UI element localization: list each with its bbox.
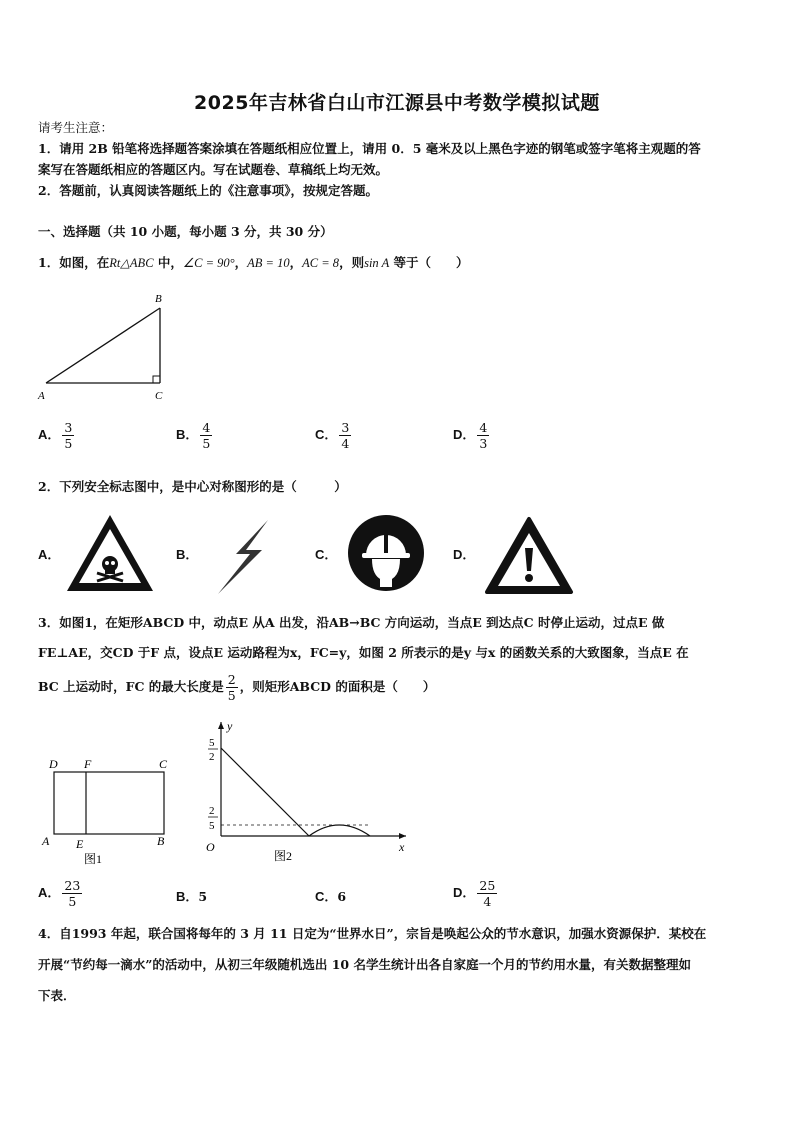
fraction-numerator: 3: [64, 420, 73, 435]
fraction-denominator: 5: [227, 688, 236, 703]
option-value: 6: [337, 889, 347, 904]
notice-heading: 请考生注意：: [38, 120, 114, 135]
y-axis-label: y: [227, 719, 233, 733]
q1-comma1: ，: [234, 255, 248, 270]
rectangle-figure: [38, 752, 178, 868]
q1-mid1: 中，: [153, 255, 183, 270]
question-1-stem: [38, 253, 469, 273]
point-b-label: B: [157, 834, 165, 848]
q1-suffix: 等于（ ）: [389, 255, 469, 270]
fraction-denominator: 5: [64, 436, 73, 451]
question-4-line-2: 开展“节约每一滴水”的活动中，从初三年级随机选出 10 名学生统计出各自家庭一个月的节约用水量，有关数据整理如: [38, 957, 691, 972]
q1-ac: AC = 8: [302, 256, 340, 270]
function-graph-figure: [200, 718, 414, 868]
fraction-numerator: 4: [479, 420, 488, 435]
fraction-denominator: 5: [202, 436, 211, 451]
fraction-denominator: 5: [68, 894, 77, 909]
q3-option-c[interactable]: [315, 887, 346, 907]
q1-angle: ∠C = 90°: [182, 256, 235, 270]
top-tick-denominator: 2: [209, 751, 215, 763]
fraction-numerator: 25: [479, 878, 496, 893]
q1-sin: sin A: [364, 256, 390, 270]
fraction-numerator: 23: [64, 878, 81, 893]
origin-label: O: [206, 840, 215, 854]
vertex-a-label: A: [38, 390, 45, 402]
point-e-label: E: [76, 837, 84, 851]
point-c-label: C: [159, 757, 168, 771]
question-4-line-1: 4．自1993 年起，联合国将每年的 3 月 11 日定为“世界水日”，宗旨是唤起公众的节水意识，加强水资源保护．某校在: [38, 926, 707, 941]
notice-item-1-line-2: 案写在答题纸相应的答题区内。写在试题卷、草稿纸上均无效。: [38, 162, 389, 177]
q3-line3-pre: BC 上运动时，FC 的最大长度是: [38, 679, 224, 694]
q2-option-c-letter[interactable]: C．: [315, 547, 338, 562]
low-tick-denominator: 5: [209, 820, 215, 832]
fraction-numerator: 2: [227, 672, 236, 687]
q2-option-a-letter[interactable]: A．: [38, 547, 61, 562]
notice-item-2: 2．答题前，认真阅读答题纸上的《注意事项》，按规定答题。: [38, 183, 378, 198]
option-letter: B．: [176, 427, 199, 442]
q1-comma2: ，: [289, 255, 303, 270]
option-letter: D．: [453, 427, 476, 442]
x-axis-label: x: [399, 840, 405, 854]
q1-option-b[interactable]: [176, 420, 214, 451]
exclamation-warning-icon: [484, 516, 574, 596]
option-letter: A．: [38, 427, 61, 442]
fraction-denominator: 4: [341, 436, 350, 451]
option-letter: C．: [315, 427, 338, 442]
lightning-bolt-icon: [214, 518, 272, 596]
question-4-line-3: 下表．: [38, 988, 76, 1003]
q1-option-a[interactable]: [38, 420, 76, 460]
option-letter: B．: [176, 889, 199, 904]
q1-prefix: 1．如图，在: [38, 255, 110, 270]
q1-ab: AB = 10: [247, 256, 290, 270]
fraction-denominator: 4: [483, 894, 492, 909]
question-3-line-1: 3．如图1，在矩形ABCD 中，动点E 从A 出发，沿AB→BC 方向运动，当点E 到达点C 时停止运动，过点E 做: [38, 615, 665, 630]
section-heading: 一、选择题（共 10 小题，每小题 3 分，共 30 分）: [38, 224, 333, 239]
fraction-numerator: 4: [202, 420, 211, 435]
point-f-label: F: [84, 757, 92, 771]
hard-hat-sign-icon: [346, 513, 426, 593]
option-letter: A．: [38, 885, 61, 900]
q1-mid2: ，则: [339, 255, 365, 270]
vertex-b-label: B: [155, 293, 162, 305]
q3-option-d[interactable]: [453, 878, 499, 909]
toxic-warning-icon: [64, 512, 156, 594]
option-letter: D．: [453, 885, 476, 900]
q3-option-b[interactable]: [176, 887, 207, 907]
option-letter: C．: [315, 889, 338, 904]
fraction-numerator: 3: [341, 420, 350, 435]
point-d-label: D: [49, 757, 58, 771]
point-a-label: A: [42, 834, 50, 848]
page-title: 2025年吉林省白山市江源县中考数学模拟试题: [194, 92, 600, 114]
option-value: 5: [198, 889, 208, 904]
fraction-denominator: 3: [479, 436, 488, 451]
q2-option-d-letter[interactable]: D．: [453, 547, 476, 562]
low-tick-numerator: 2: [209, 805, 215, 817]
q1-option-d[interactable]: [453, 420, 491, 451]
question-3-line-3: [38, 670, 435, 704]
top-tick-numerator: 5: [209, 737, 215, 749]
question-2-stem: 2．下列安全标志图中，是中心对称图形的是（ ）: [38, 479, 347, 494]
figure-2-caption: 图2: [274, 849, 293, 863]
q2-option-b-letter[interactable]: B．: [176, 547, 199, 562]
q1-option-c[interactable]: [315, 420, 353, 451]
figure-1-caption: 图1: [84, 852, 103, 866]
q3-line3-post: ，则矩形ABCD 的面积是（ ）: [239, 679, 436, 694]
notice-item-1-line-1: 1．请用 2B 铅笔将选择题答案涂填在答题纸相应位置上，请用 0．5 毫米及以上黑色字迹的钢笔或签字笔将主观题的答: [38, 141, 701, 156]
question-3-line-2: FE⊥AE，交CD 于F 点，设点E 运动路程为x，FC=y，如图 2 所表示的是y 与x 的函数关系的大致图象，当点E 在: [38, 645, 689, 660]
triangle-figure: [36, 288, 176, 404]
q1-triangle: Rt△ABC: [109, 256, 154, 270]
q3-option-a[interactable]: [38, 878, 84, 909]
vertex-c-label: C: [155, 390, 163, 402]
